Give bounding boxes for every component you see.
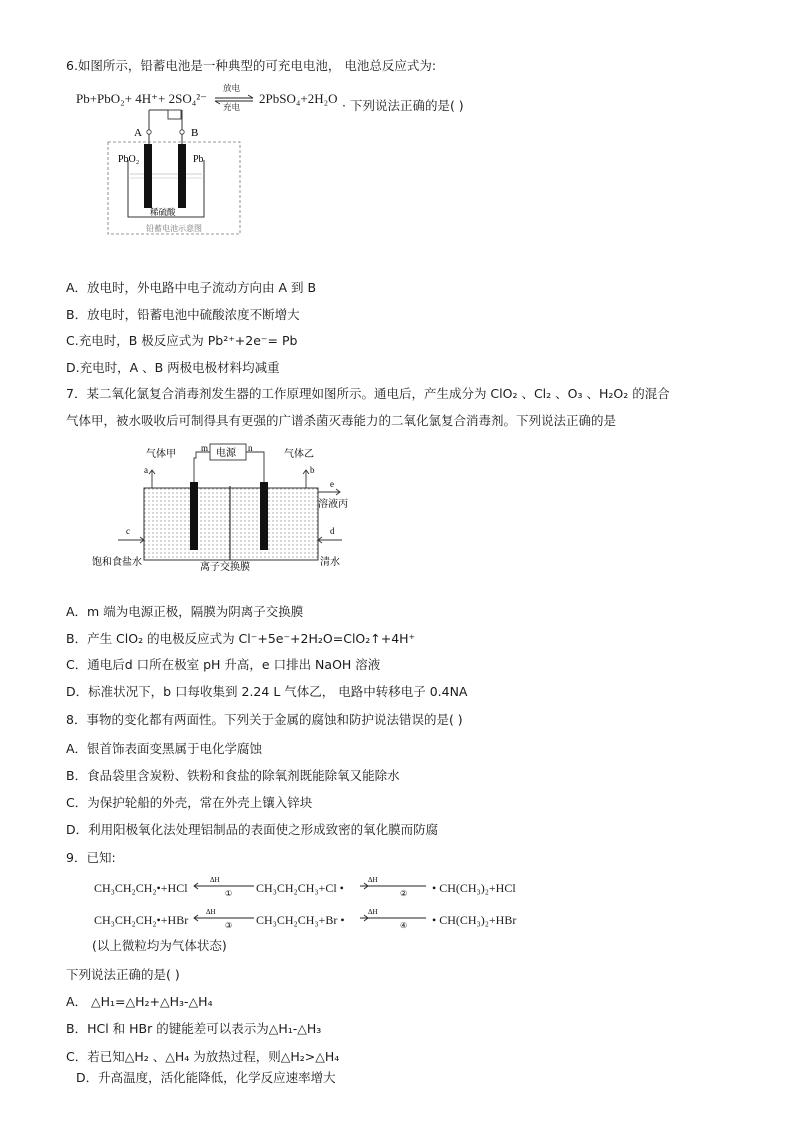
q8-stem: 8．事物的变化都有两面性。下列关于金属的腐蚀和防护说法错误的是( )	[66, 712, 463, 727]
pb-label: Pb	[193, 154, 204, 165]
q7-option-d: D．标准状况下，b 口每收集到 2.24 L 气体乙， 电路中转移电子 0.4NA	[66, 684, 468, 699]
q9-r1-mid: CH₃CH₂CH₃+Cl •	[256, 881, 344, 895]
power-label: 电源	[216, 448, 236, 459]
q8-option-a: A．银首饰表面变黑属于电化学腐蚀	[66, 741, 263, 756]
q9-stem: 9．已知:	[66, 850, 116, 865]
q6-eq-right: 2PbSO₄+2H₂O	[259, 91, 338, 106]
q9-r1-arrow-2	[358, 874, 428, 898]
q9-option-a: A． △H₁=△H₂+△H₃-△H₄	[66, 994, 213, 1009]
figure-caption: 铅蓄电池示意图	[146, 224, 202, 233]
q6-option-d: D.充电时，A 、B 两极电极材料均减重	[66, 360, 280, 375]
q9-r2-arrow-1	[192, 906, 256, 930]
terminal-b-label: B	[191, 127, 199, 139]
outlet-a-label: a	[144, 465, 148, 475]
q9-r2-mid: CH₃CH₂CH₃+Br •	[256, 913, 345, 927]
q9-r2-arrow-2	[358, 906, 428, 930]
lead-battery-figure	[100, 102, 250, 236]
gas-b-label: 气体乙	[284, 449, 314, 460]
q9-option-b: B．HCl 和 HBr 的键能差可以表示为△H₁-△H₃	[66, 1021, 322, 1036]
delta-h-label: ΔH	[368, 908, 378, 916]
q9-r1-arrow-1	[192, 874, 256, 898]
terminal-a-label: A	[134, 127, 142, 139]
step-3-label: ③	[225, 921, 233, 930]
step-2-label: ②	[400, 889, 408, 898]
membrane-label: 离子交换膜	[200, 562, 250, 572]
terminal-n-label: n	[248, 443, 253, 453]
electrolyte-label: 稀硫酸	[150, 208, 176, 218]
q7-stem-line1: 7．某二氧化氯复合消毒剂发生器的工作原理如图所示。通电后，产生成分为 ClO₂ 、Cl₂ 、O₃ 、H₂O₂ 的混合	[66, 386, 670, 401]
q8-option-c: C．为保护轮船的外壳，常在外壳上镶入锌块	[66, 795, 313, 810]
outlet-b-label: b	[310, 465, 315, 475]
gas-a-label: 气体甲	[146, 449, 176, 460]
q6-option-b: B．放电时，铅蓄电池中硫酸浓度不断增大	[66, 307, 300, 322]
q9-note: (以上微粒均为气体状态)	[92, 938, 227, 953]
inlet-c-label: c	[126, 526, 130, 536]
water-label: 清水	[320, 557, 340, 568]
q9-r2-right: • CH(CH₃)₂+HBr	[432, 913, 517, 927]
step-1-label: ①	[225, 889, 233, 898]
delta-h-label: ΔH	[368, 876, 378, 884]
q6-eq-tail: · 下列说法正确的是( )	[342, 98, 464, 113]
q6-stem: 6.如图所示，铅蓄电池是一种典型的可充电电池， 电池总反应式为:	[66, 58, 437, 73]
q7-stem-line2: 气体甲，被水吸收后可制得具有更强的广谱杀菌灭毒能力的二氧化氯复合消毒剂。下列说法正确的是	[66, 413, 617, 428]
q6-eq-discharge: 放电	[223, 84, 241, 94]
outlet-e-label: e	[330, 479, 334, 489]
solution-label: 溶液丙	[318, 499, 348, 510]
terminal-m-label: m	[201, 443, 209, 453]
delta-h-label: ΔH	[210, 876, 220, 884]
q6-eq-charge: 充电	[223, 103, 241, 113]
q7-option-c: C．通电后d 口所在极室 pH 升高，e 口排出 NaOH 溶液	[66, 657, 381, 672]
q9-r2-left: CH₃CH₂CH₂•+HBr	[94, 913, 189, 927]
step-4-label: ④	[400, 921, 408, 930]
delta-h-label: ΔH	[206, 908, 216, 916]
electrolysis-figure	[88, 440, 350, 572]
q6-option-c: C.充电时，B 极反应式为 Pb²⁺+2e⁻= Pb	[66, 333, 298, 348]
q9-r1-right: • CH(CH₃)₂+HCl	[432, 881, 516, 895]
pbo2-label: PbO₂	[118, 154, 140, 165]
q6-eq-left: Pb+PbO₂+ 4H⁺+ 2SO₄²⁻	[76, 91, 208, 106]
q9-ask: 下列说法正确的是( )	[66, 967, 180, 982]
inlet-d-label: d	[330, 526, 335, 536]
q8-option-b: B．食品袋里含炭粉、铁粉和食盐的除氧剂既能除氧又能除水	[66, 768, 400, 783]
q6-option-a: A．放电时，外电路中电子流动方向由 A 到 B	[66, 280, 317, 295]
q7-option-a: A．m 端为电源正极，隔膜为阴离子交换膜	[66, 604, 304, 619]
q9-option-d: D．升高温度，活化能降低，化学反应速率增大	[76, 1070, 336, 1085]
q9-option-c: C．若已知△H₂ 、△H₄ 为放热过程，则△H₂>△H₄	[66, 1049, 340, 1064]
q8-option-d: D．利用阳极氧化法处理铝制品的表面使之形成致密的氧化膜而防腐	[66, 822, 439, 837]
brine-label: 饱和食盐水	[92, 557, 142, 568]
q9-r1-left: CH₃CH₂CH₂•+HCl	[94, 881, 188, 895]
q7-option-b: B．产生 ClO₂ 的电极反应式为 Cl⁻+5e⁻+2H₂O=ClO₂↑+4H⁺	[66, 631, 416, 646]
